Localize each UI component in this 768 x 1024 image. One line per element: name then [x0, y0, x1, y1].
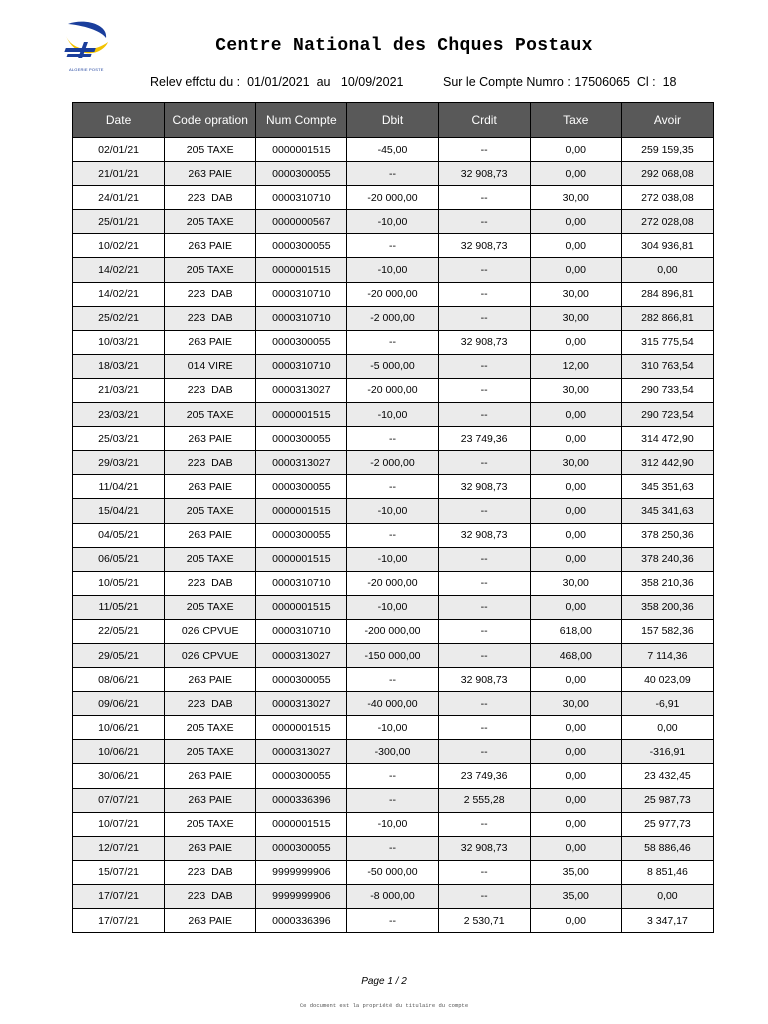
table-row — [73, 547, 714, 571]
table-row — [73, 571, 714, 595]
cell-tax: 0,00 — [530, 595, 621, 619]
table-row — [73, 138, 714, 162]
cell-debit: -10,00 — [347, 547, 438, 571]
cell-debit: -20 000,00 — [347, 186, 438, 210]
cell-credit: 32 908,73 — [438, 668, 530, 692]
cell-credit: -- — [438, 740, 530, 764]
footer-note: Ce document est la propriété du titulaire du compte — [299, 1002, 469, 1009]
cell-account: 0000313027 — [256, 692, 347, 716]
cell-account: 0000001515 — [256, 595, 347, 619]
cell-debit: -- — [347, 475, 438, 499]
cle-label: Cl : — [636, 75, 656, 89]
cell-credit: -- — [438, 258, 530, 282]
cell-debit: -20 000,00 — [347, 378, 438, 402]
cell-credit: -- — [438, 716, 530, 740]
cell-balance: 292 068,08 — [621, 162, 713, 186]
cell-debit: -- — [347, 162, 438, 186]
cell-credit: -- — [438, 571, 530, 595]
cell-date: 29/03/21 — [73, 451, 165, 475]
table-row — [73, 186, 714, 210]
cell-tax: 0,00 — [530, 547, 621, 571]
cell-account: 0000001515 — [256, 716, 347, 740]
cell-code: 263 PAIE — [165, 330, 256, 354]
table-row — [73, 884, 714, 908]
cell-credit: -- — [438, 451, 530, 475]
cell-code: 205 TAXE — [165, 595, 256, 619]
date-from: 01/01/2021 — [247, 75, 310, 89]
cell-tax: 30,00 — [530, 186, 621, 210]
cell-balance: 0,00 — [621, 258, 713, 282]
cell-debit: -10,00 — [347, 812, 438, 836]
cell-debit: -200 000,00 — [347, 619, 438, 643]
cell-code: 263 PAIE — [165, 523, 256, 547]
cell-tax: 35,00 — [530, 860, 621, 884]
cell-balance: 40 023,09 — [621, 668, 713, 692]
cell-code: 205 TAXE — [165, 812, 256, 836]
cell-date: 10/05/21 — [73, 571, 165, 595]
cell-code: 223 DAB — [165, 571, 256, 595]
cell-account: 0000001515 — [256, 499, 347, 523]
cell-account: 0000300055 — [256, 668, 347, 692]
cell-date: 14/02/21 — [73, 258, 165, 282]
cell-date: 11/04/21 — [73, 475, 165, 499]
cell-credit: -- — [438, 403, 530, 427]
table-row — [73, 812, 714, 836]
cell-debit: -10,00 — [347, 595, 438, 619]
cell-date: 04/05/21 — [73, 523, 165, 547]
cell-balance: 315 775,54 — [621, 330, 713, 354]
cell-credit: -- — [438, 860, 530, 884]
logo-text: ALGERIE POSTE — [69, 67, 104, 72]
cell-tax: 0,00 — [530, 523, 621, 547]
cell-account: 0000300055 — [256, 764, 347, 788]
page-title: Centre National des Chques Postaux — [215, 36, 593, 56]
cell-balance: 290 723,54 — [621, 403, 713, 427]
cell-balance: 314 472,90 — [621, 427, 713, 451]
cell-tax: 35,00 — [530, 884, 621, 908]
cell-debit: -- — [347, 427, 438, 451]
column-header-tax: Taxe — [530, 103, 621, 138]
cell-tax: 0,00 — [530, 210, 621, 234]
cell-tax: 30,00 — [530, 282, 621, 306]
cell-balance: 8 851,46 — [621, 860, 713, 884]
cell-account: 0000300055 — [256, 475, 347, 499]
cell-tax: 0,00 — [530, 499, 621, 523]
column-header-account: Num Compte — [256, 103, 347, 138]
cell-account: 0000300055 — [256, 427, 347, 451]
cell-account: 0000001515 — [256, 812, 347, 836]
cell-balance: 25 977,73 — [621, 812, 713, 836]
cell-account: 0000300055 — [256, 162, 347, 186]
table-row — [73, 258, 714, 282]
cell-code: 223 DAB — [165, 860, 256, 884]
cell-account: 0000310710 — [256, 186, 347, 210]
cell-code: 026 CPVUE — [165, 619, 256, 643]
cell-code: 205 TAXE — [165, 499, 256, 523]
cell-balance: 284 896,81 — [621, 282, 713, 306]
cell-account: 0000313027 — [256, 643, 347, 667]
cell-account: 0000001515 — [256, 138, 347, 162]
cell-debit: -40 000,00 — [347, 692, 438, 716]
cell-credit: 32 908,73 — [438, 162, 530, 186]
cell-credit: -- — [438, 643, 530, 667]
cell-code: 263 PAIE — [165, 764, 256, 788]
table-row — [73, 427, 714, 451]
table-row — [73, 909, 714, 933]
cell-tax: 0,00 — [530, 475, 621, 499]
cell-date: 24/01/21 — [73, 186, 165, 210]
cell-credit: -- — [438, 812, 530, 836]
cell-code: 263 PAIE — [165, 788, 256, 812]
cell-balance: 157 582,36 — [621, 619, 713, 643]
cell-tax: 12,00 — [530, 354, 621, 378]
cell-date: 25/02/21 — [73, 306, 165, 330]
cell-credit: 23 749,36 — [438, 427, 530, 451]
cell-credit: 23 749,36 — [438, 764, 530, 788]
cell-date: 23/03/21 — [73, 403, 165, 427]
cell-balance: -6,91 — [621, 692, 713, 716]
cell-code: 026 CPVUE — [165, 643, 256, 667]
cell-credit: 32 908,73 — [438, 836, 530, 860]
cell-credit: 32 908,73 — [438, 475, 530, 499]
cell-account: 0000000567 — [256, 210, 347, 234]
cell-code: 223 DAB — [165, 378, 256, 402]
cell-account: 0000313027 — [256, 378, 347, 402]
cell-credit: -- — [438, 186, 530, 210]
cell-tax: 0,00 — [530, 427, 621, 451]
cell-balance: 304 936,81 — [621, 234, 713, 258]
cell-credit: -- — [438, 692, 530, 716]
au-label: au — [316, 75, 331, 89]
cell-credit: 32 908,73 — [438, 330, 530, 354]
cell-tax: 618,00 — [530, 619, 621, 643]
cell-code: 263 PAIE — [165, 475, 256, 499]
table-row — [73, 860, 714, 884]
column-header-date: Date — [73, 103, 165, 138]
account-number: 17506065 — [574, 75, 630, 89]
cell-credit: -- — [438, 378, 530, 402]
column-header-credit: Crdit — [438, 103, 530, 138]
cell-credit: -- — [438, 499, 530, 523]
table-row — [73, 475, 714, 499]
cell-debit: -10,00 — [347, 716, 438, 740]
page-number: Page 1 / 2 — [361, 976, 407, 987]
cell-date: 17/07/21 — [73, 909, 165, 933]
cell-date: 10/07/21 — [73, 812, 165, 836]
column-header-debit: Dbit — [347, 103, 438, 138]
cell-date: 29/05/21 — [73, 643, 165, 667]
cell-balance: 378 240,36 — [621, 547, 713, 571]
cell-code: 205 TAXE — [165, 547, 256, 571]
cell-date: 21/01/21 — [73, 162, 165, 186]
table-row — [73, 210, 714, 234]
table-row — [73, 234, 714, 258]
table-row — [73, 595, 714, 619]
table-row — [73, 403, 714, 427]
table-row — [73, 668, 714, 692]
cell-date: 11/05/21 — [73, 595, 165, 619]
table-row — [73, 692, 714, 716]
cell-credit: -- — [438, 354, 530, 378]
cell-code: 223 DAB — [165, 884, 256, 908]
cell-code: 263 PAIE — [165, 162, 256, 186]
cell-account: 0000300055 — [256, 330, 347, 354]
cell-credit: -- — [438, 210, 530, 234]
account-info — [443, 75, 677, 89]
table-row — [73, 499, 714, 523]
table-row — [73, 354, 714, 378]
cell-code: 263 PAIE — [165, 668, 256, 692]
cell-date: 10/02/21 — [73, 234, 165, 258]
cell-account: 0000310710 — [256, 619, 347, 643]
cell-tax: 468,00 — [530, 643, 621, 667]
cell-code: 223 DAB — [165, 282, 256, 306]
table-row — [73, 451, 714, 475]
cell-code: 205 TAXE — [165, 740, 256, 764]
cell-account: 0000001515 — [256, 403, 347, 427]
cell-date: 10/03/21 — [73, 330, 165, 354]
cell-date: 25/01/21 — [73, 210, 165, 234]
cell-balance: 25 987,73 — [621, 788, 713, 812]
cell-tax: 30,00 — [530, 306, 621, 330]
cell-balance: 272 038,08 — [621, 186, 713, 210]
cell-date: 12/07/21 — [73, 836, 165, 860]
cell-balance: 0,00 — [621, 716, 713, 740]
cell-debit: -10,00 — [347, 499, 438, 523]
cell-tax: 0,00 — [530, 668, 621, 692]
cell-debit: -20 000,00 — [347, 282, 438, 306]
cle-value: 18 — [662, 75, 677, 89]
cell-account: 9999999906 — [256, 860, 347, 884]
cell-date: 10/06/21 — [73, 740, 165, 764]
cell-date: 15/04/21 — [73, 499, 165, 523]
cell-balance: 272 028,08 — [621, 210, 713, 234]
cell-date: 02/01/21 — [73, 138, 165, 162]
cell-balance: 290 733,54 — [621, 378, 713, 402]
cell-debit: -- — [347, 764, 438, 788]
cell-code: 223 DAB — [165, 186, 256, 210]
cell-tax: 30,00 — [530, 451, 621, 475]
cell-balance: 7 114,36 — [621, 643, 713, 667]
cell-account: 0000310710 — [256, 282, 347, 306]
cell-debit: -- — [347, 909, 438, 933]
cell-balance: 345 351,63 — [621, 475, 713, 499]
cell-code: 263 PAIE — [165, 427, 256, 451]
cell-date: 07/07/21 — [73, 788, 165, 812]
cell-account: 0000313027 — [256, 740, 347, 764]
table-row — [73, 619, 714, 643]
table-row — [73, 162, 714, 186]
cell-code: 205 TAXE — [165, 403, 256, 427]
cell-credit: 2 530,71 — [438, 909, 530, 933]
cell-balance: 358 210,36 — [621, 571, 713, 595]
cell-debit: -- — [347, 668, 438, 692]
account-label: Sur le Compte Numro : — [443, 75, 571, 89]
cell-tax: 0,00 — [530, 788, 621, 812]
cell-date: 18/03/21 — [73, 354, 165, 378]
cell-tax: 30,00 — [530, 378, 621, 402]
cell-account: 0000001515 — [256, 547, 347, 571]
cell-date: 30/06/21 — [73, 764, 165, 788]
cell-debit: -10,00 — [347, 258, 438, 282]
cell-debit: -150 000,00 — [347, 643, 438, 667]
cell-tax: 30,00 — [530, 571, 621, 595]
cell-balance: 310 763,54 — [621, 354, 713, 378]
cell-code: 263 PAIE — [165, 836, 256, 860]
cell-tax: 0,00 — [530, 764, 621, 788]
cell-account: 0000300055 — [256, 234, 347, 258]
table-row — [73, 378, 714, 402]
cell-credit: -- — [438, 595, 530, 619]
cell-code: 205 TAXE — [165, 258, 256, 282]
cell-account: 0000001515 — [256, 258, 347, 282]
cell-balance: 345 341,63 — [621, 499, 713, 523]
column-header-balance: Avoir — [621, 103, 713, 138]
cell-debit: -20 000,00 — [347, 571, 438, 595]
table-row — [73, 643, 714, 667]
table-row — [73, 330, 714, 354]
cell-balance: 378 250,36 — [621, 523, 713, 547]
table-row — [73, 306, 714, 330]
cell-debit: -- — [347, 330, 438, 354]
cell-account: 0000300055 — [256, 836, 347, 860]
table-row — [73, 716, 714, 740]
cell-date: 06/05/21 — [73, 547, 165, 571]
cell-balance: 358 200,36 — [621, 595, 713, 619]
cell-code: 205 TAXE — [165, 210, 256, 234]
cell-credit: -- — [438, 884, 530, 908]
cell-debit: -10,00 — [347, 210, 438, 234]
cell-credit: -- — [438, 306, 530, 330]
table-row — [73, 523, 714, 547]
cell-balance: 3 347,17 — [621, 909, 713, 933]
cell-balance: 0,00 — [621, 884, 713, 908]
cell-tax: 0,00 — [530, 403, 621, 427]
cell-tax: 0,00 — [530, 138, 621, 162]
cell-account: 0000336396 — [256, 909, 347, 933]
cell-tax: 0,00 — [530, 162, 621, 186]
cell-debit: -8 000,00 — [347, 884, 438, 908]
cell-debit: -5 000,00 — [347, 354, 438, 378]
table-row — [73, 764, 714, 788]
cell-date: 14/02/21 — [73, 282, 165, 306]
cell-tax: 0,00 — [530, 812, 621, 836]
statement-period — [150, 75, 403, 89]
table-row — [73, 788, 714, 812]
cell-tax: 30,00 — [530, 692, 621, 716]
cell-credit: -- — [438, 138, 530, 162]
cell-date: 17/07/21 — [73, 884, 165, 908]
cell-account: 0000313027 — [256, 451, 347, 475]
cell-credit: -- — [438, 547, 530, 571]
cell-balance: -316,91 — [621, 740, 713, 764]
cell-debit: -10,00 — [347, 403, 438, 427]
cell-tax: 0,00 — [530, 716, 621, 740]
cell-credit: 2 555,28 — [438, 788, 530, 812]
cell-tax: 0,00 — [530, 836, 621, 860]
cell-account: 0000310710 — [256, 306, 347, 330]
cell-code: 263 PAIE — [165, 909, 256, 933]
cell-balance: 312 442,90 — [621, 451, 713, 475]
cell-credit: 32 908,73 — [438, 234, 530, 258]
cell-credit: 32 908,73 — [438, 523, 530, 547]
cell-debit: -- — [347, 836, 438, 860]
cell-code: 223 DAB — [165, 451, 256, 475]
cell-debit: -45,00 — [347, 138, 438, 162]
cell-date: 09/06/21 — [73, 692, 165, 716]
cell-date: 25/03/21 — [73, 427, 165, 451]
cell-debit: -300,00 — [347, 740, 438, 764]
cell-debit: -- — [347, 234, 438, 258]
cell-account: 0000310710 — [256, 571, 347, 595]
cell-code: 205 TAXE — [165, 716, 256, 740]
transactions-table — [72, 102, 714, 933]
date-to: 10/09/2021 — [340, 75, 404, 89]
period-label: Relev effctu du : — [150, 75, 241, 89]
cell-balance: 259 159,35 — [621, 138, 713, 162]
cell-credit: -- — [438, 619, 530, 643]
cell-account: 0000336396 — [256, 788, 347, 812]
cell-tax: 0,00 — [530, 258, 621, 282]
table-row — [73, 740, 714, 764]
cell-code: 223 DAB — [165, 692, 256, 716]
cell-code: 205 TAXE — [165, 138, 256, 162]
cell-account: 0000310710 — [256, 354, 347, 378]
cell-debit: -- — [347, 788, 438, 812]
cell-account: 9999999906 — [256, 884, 347, 908]
cell-tax: 0,00 — [530, 909, 621, 933]
cell-date: 10/06/21 — [73, 716, 165, 740]
cell-date: 08/06/21 — [73, 668, 165, 692]
column-header-code: Code opration — [165, 103, 256, 138]
cell-balance: 282 866,81 — [621, 306, 713, 330]
cell-tax: 0,00 — [530, 330, 621, 354]
cell-code: 223 DAB — [165, 306, 256, 330]
table-row — [73, 282, 714, 306]
cell-balance: 58 886,46 — [621, 836, 713, 860]
table-row — [73, 836, 714, 860]
cell-code: 263 PAIE — [165, 234, 256, 258]
cell-date: 22/05/21 — [73, 619, 165, 643]
cell-debit: -- — [347, 523, 438, 547]
cell-account: 0000300055 — [256, 523, 347, 547]
cell-credit: -- — [438, 282, 530, 306]
cell-balance: 23 432,45 — [621, 764, 713, 788]
cell-debit: -2 000,00 — [347, 306, 438, 330]
cell-tax: 0,00 — [530, 740, 621, 764]
cell-tax: 0,00 — [530, 234, 621, 258]
cell-code: 014 VIRE — [165, 354, 256, 378]
table-header-row — [73, 103, 714, 138]
cell-date: 21/03/21 — [73, 378, 165, 402]
cell-date: 15/07/21 — [73, 860, 165, 884]
cell-debit: -2 000,00 — [347, 451, 438, 475]
cell-debit: -50 000,00 — [347, 860, 438, 884]
